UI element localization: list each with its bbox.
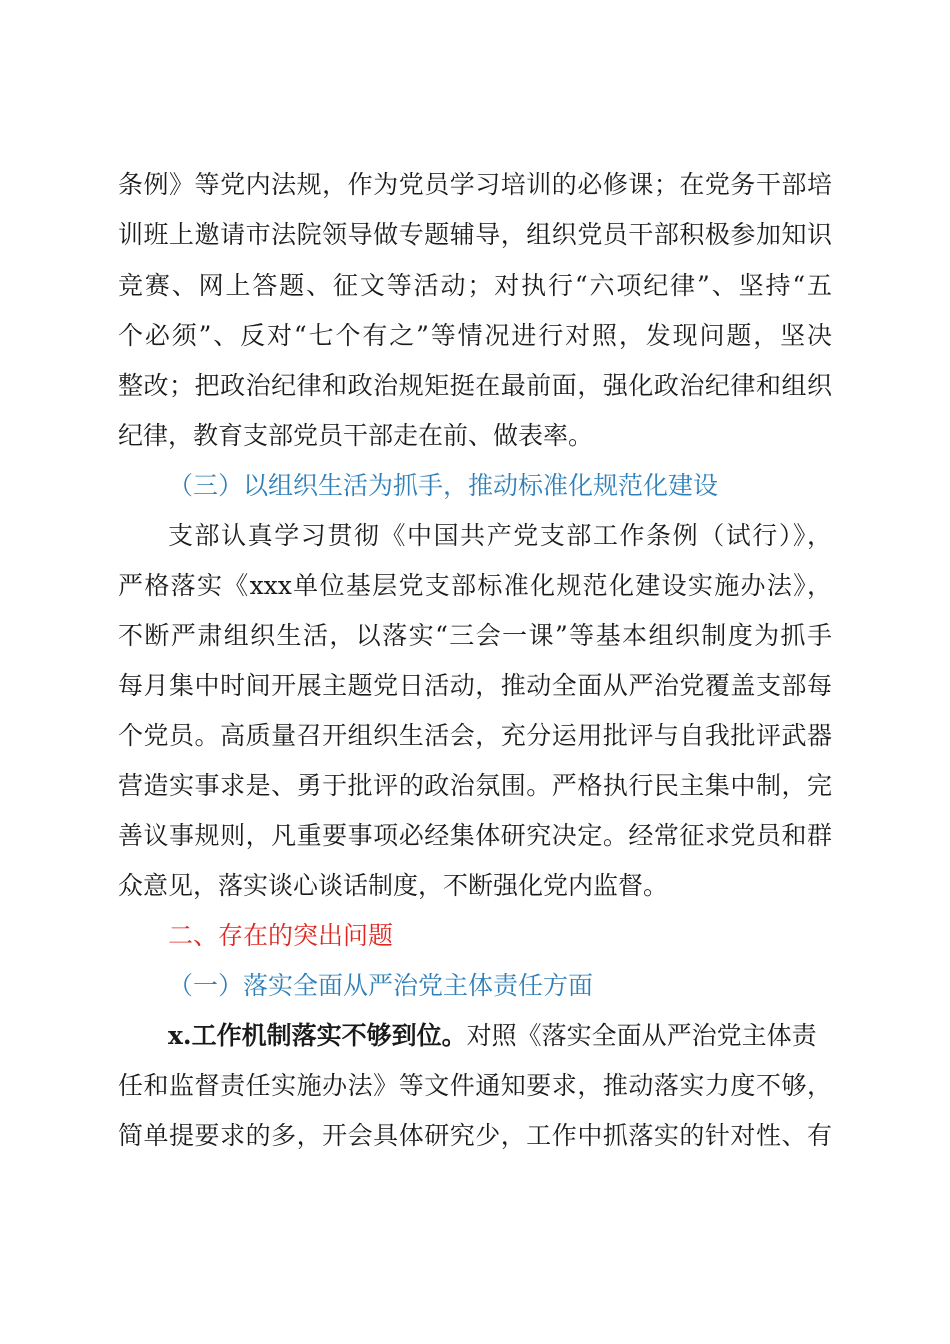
section-heading-3: （三）以组织生活为抓手，推动标准化规范化建设 [168, 471, 719, 500]
paragraph-line: 众意见，落实谈心谈话制度，不断强化党内监督。 [118, 871, 669, 900]
item-title: x.工作机制落实不够到位。 [168, 1021, 467, 1050]
paragraph-line: 条例》等党内法规，作为党员学习培训的必修课；在党务干部培 [118, 170, 832, 199]
paragraph-line: 善议事规则，凡重要事项必经集体研究决定。经常征求党员和群 [118, 821, 832, 850]
paragraph-line: 简单提要求的多，开会具体研究少，工作中抓落实的针对性、有 [118, 1121, 832, 1150]
paragraph-line: 训班上邀请市法院领导做专题辅导，组织党员干部积极参加知识 [118, 220, 832, 249]
item-text: 对照《落实全面从严治党主体责 [466, 1021, 817, 1050]
paragraph-line: 整改；把政治纪律和政治规矩挺在最前面，强化政治纪律和组织 [118, 371, 832, 400]
section-heading-1: （一）落实全面从严治党主体责任方面 [168, 971, 594, 1000]
paragraph-line [168, 1011, 832, 1061]
paragraph-line: 每月集中时间开展主题党日活动，推动全面从严治党覆盖支部每 [118, 671, 832, 700]
paragraph-line: 营造实事求是、勇于批评的政治氛围。严格执行民主集中制，完 [118, 771, 832, 800]
paragraph-line: 纪律，教育支部党员干部走在前、做表率。 [118, 421, 594, 450]
paragraph-line: 竞赛、网上答题、征文等活动；对执行“六项纪律”、坚持“五 [118, 271, 832, 300]
chapter-heading-2: 二、存在的突出问题 [168, 921, 394, 950]
paragraph-line: 不断严肃组织生活，以落实“三会一课”等基本组织制度为抓手 [118, 621, 832, 650]
paragraph-line: 个党员。高质量召开组织生活会，充分运用批评与自我批评武器 [118, 721, 832, 750]
paragraph-line: 任和监督责任实施办法》等文件通知要求，推动落实力度不够， [118, 1071, 832, 1100]
paragraph-line: 个必须”、反对“七个有之”等情况进行对照，发现问题，坚决 [118, 321, 832, 350]
paragraph-line: 严格落实《xxx单位基层党支部标准化规范化建设实施办法》， [118, 571, 832, 600]
paragraph-line: 支部认真学习贯彻《中国共产党支部工作条例（试行）》， [168, 521, 832, 550]
